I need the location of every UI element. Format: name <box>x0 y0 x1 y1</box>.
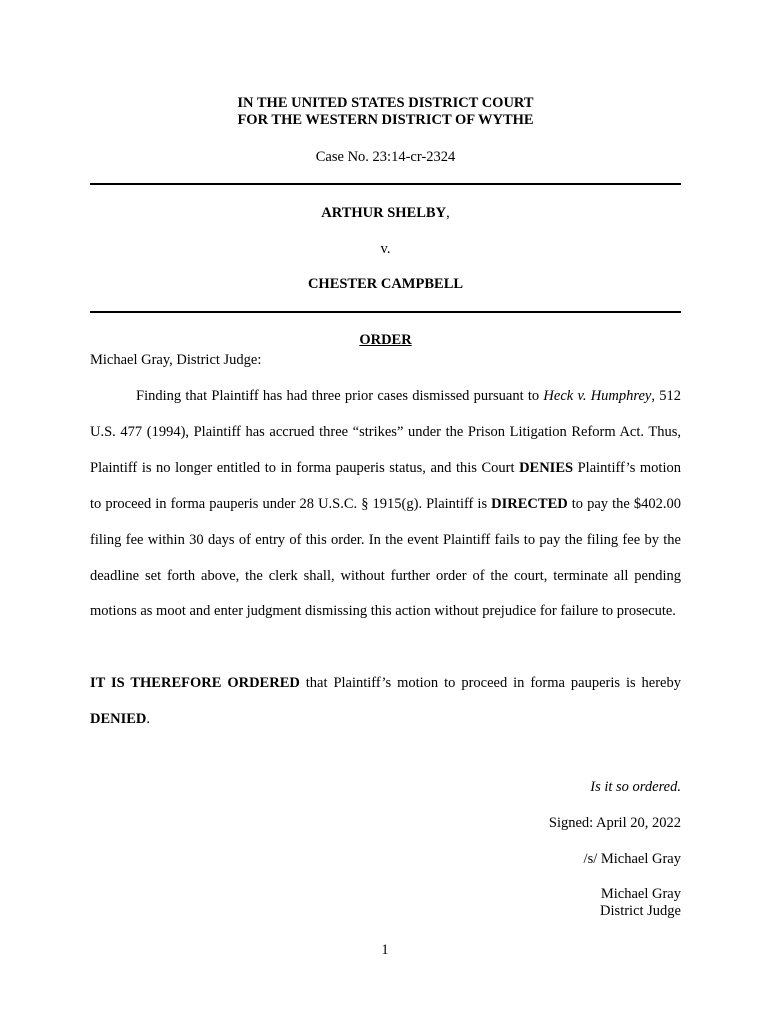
order-paragraph-1 <box>90 379 681 630</box>
signature-line: /s/ Michael Gray <box>583 851 681 867</box>
page-number: 1 <box>381 942 389 958</box>
plaintiff-line <box>90 205 681 222</box>
denies-text: DENIES <box>519 459 574 476</box>
order-title: ORDER <box>359 332 412 348</box>
judge-title: District Judge <box>600 903 681 919</box>
top-divider <box>90 183 681 185</box>
case-number: Case No. 23:14-cr-2324 <box>315 149 456 165</box>
p1-text-a: Finding that Plaintiff has had three prior cases dismissed pursuant to <box>136 388 544 404</box>
p2-text-b: . <box>146 711 151 728</box>
p1-text-b: , 512 U.S. 477 (1994), Plaintiff has accrued three “strikes” under the Prison Litigation Reform Act. Thus, Plaintiff is no longer entitled to in forma pauperis status, and this Court <box>90 388 682 476</box>
so-ordered: Is it so ordered. <box>590 779 681 795</box>
p1-text-c: Plaintiff’s motion to proceed in forma pauperis under 28 U.S.C. § 1915(g). Plaintiff is <box>90 459 681 512</box>
therefore-ordered-text: IT IS THEREFORE ORDERED <box>90 675 300 692</box>
signed-date: Signed: April 20, 2022 <box>548 815 681 831</box>
plaintiff-comma: , <box>446 205 450 221</box>
judge-line: Michael Gray, District Judge: <box>90 352 262 368</box>
denied-text: DENIED <box>90 711 147 728</box>
directed-text: DIRECTED <box>491 495 568 512</box>
versus: v. <box>380 241 391 257</box>
judge-name: Michael Gray <box>600 886 681 902</box>
order-paragraph-2 <box>90 666 681 738</box>
bottom-divider <box>90 311 681 313</box>
court-name-line-1: IN THE UNITED STATES DISTRICT COURT <box>237 95 534 111</box>
defendant-name: CHESTER CAMPBELL <box>307 276 464 292</box>
p2-text-a: that Plaintiff’s motion to proceed in forma pauperis is hereby <box>299 675 681 692</box>
order-body <box>90 379 681 738</box>
plaintiff-name: ARTHUR SHELBY <box>321 205 447 221</box>
court-name-line-2: FOR THE WESTERN DISTRICT OF WYTHE <box>237 112 534 128</box>
p1-text-d: to pay the $402.00 filing fee within 30 days of entry of this order. In the event Plaintiff fails to pay the filing fee by the deadline set forth above, the clerk shall, without further order of the court, terminate all pending motions as moot and enter judgment dismissing this action without prejudice for failure to prosecute. <box>90 495 681 620</box>
paragraph-gap <box>90 630 681 666</box>
case-citation: Heck v. Humphrey <box>543 388 652 404</box>
court-caption <box>90 95 681 129</box>
